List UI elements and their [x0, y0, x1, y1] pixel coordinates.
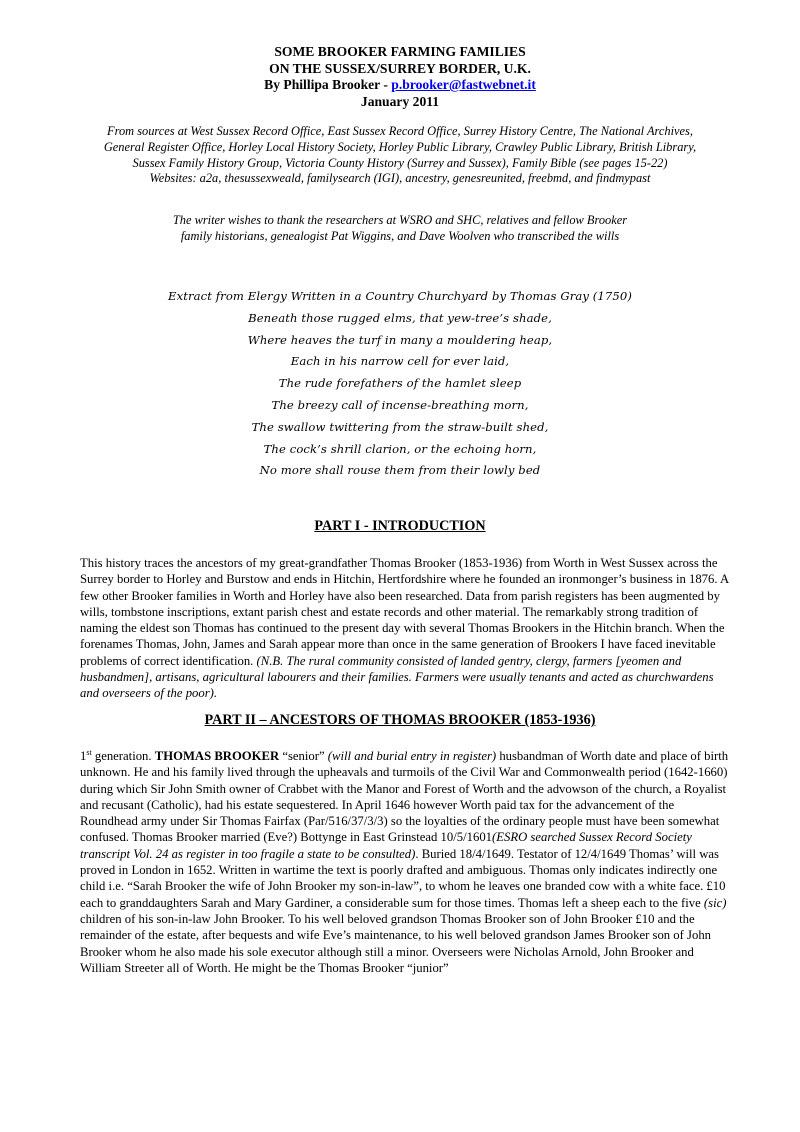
poem-line: The cock’s shrill clarion, or the echoing horn, — [263, 441, 537, 456]
sources-line-2: General Register Office, Horley Local History Society, Horley Public Library, Crawley Public Library, British Library, — [103, 139, 697, 154]
acknowledgements — [40, 213, 760, 245]
introduction-paragraph — [80, 555, 730, 702]
author-email-link[interactable]: p.brooker@fastwebnet.it — [391, 77, 536, 92]
document-date: January 2011 — [360, 93, 440, 109]
sic-note: (sic) — [703, 895, 727, 910]
sources-line-3: Sussex Family History Group, Victoria County History (Surrey and Sussex), Family Bible (see pages 15-22) — [132, 155, 668, 170]
thanks-line-1: The writer wishes to thank the researchers at WSRO and SHC, relatives and fellow Brooker — [172, 213, 628, 227]
will-note: (will and burial entry in register) — [327, 749, 497, 763]
generation-label: generation. — [91, 749, 155, 763]
sources-line-4: Websites: a2a, thesussexweald, familysearch (IGI), ancestry, genesreunited, freebmd, and findmypast — [149, 171, 651, 186]
sources-line-1: From sources at West Sussex Record Office, East Sussex Record Office, Surrey History Centre, The National Archives, — [107, 124, 693, 138]
intro-note: (N.B. The rural community consisted of landed gentry, clergy, farmers [yeomen and husbandmen], artisans, agricultural labourers and their families. Farmers were usually tenants and acted as churchwardens and overseers of the poor). — [80, 653, 714, 701]
poem-line: Each in his narrow cell for ever laid, — [290, 354, 510, 369]
title-line-2: ON THE SUSSEX/SURREY BORDER, U.K. — [269, 60, 531, 76]
intro-text: This history traces the ancestors of my great-grandfather Thomas Brooker (1853-1936) from Worth in West Sussex across the Surrey border to Horley and Burstow and ends in Hitchin, Hertfordshire where he founded an ironmonger’s business in 1876. A few other Brooker families in Worth and Horley have also been researched. Data from parish registers has been augmented by wills, tombstone inscriptions, extant parish chest and estate records and other material. The remarkably strong tradition of naming the eldest son Thomas has continued to the present day with several Thomas Brookers in the Hitchin branch. When the forenames Thomas, John, James and Sarah appear more than once in the same generation of Brookers I have faced inevitable problems of correct identification. — [80, 556, 729, 668]
gen1-text-c: children of his son-in-law John Brooker. To his well beloved grandson Thomas Brooker son of John Brooker £10 and the remainder of the estate, after bequests and wife Eve’s maintenance, to his well beloved grandson James Brooker son of John Brooker whom he also made his sole executor although still a minor. Overseers were Nicholas Arnold, John Brooker and William Streeter all of Worth. He might be the Thomas Brooker “junior” — [80, 911, 712, 975]
document-title-block — [0, 44, 800, 110]
poem-heading: Extract from Elergy Written in a Country Churchyard by Thomas Gray (1750) — [168, 289, 632, 303]
generation-ordinal: st — [86, 747, 92, 757]
poem-line: Where heaves the turf in many a mouldering heap, — [247, 332, 553, 347]
sources-paragraph — [40, 124, 760, 187]
thanks-line-2: family historians, genealogist Pat Wiggins, and Dave Woolven who transcribed the wills — [180, 228, 620, 243]
gen1-text-b: . Buried 18/4/1649. Testator of 12/4/1649 Thomas’ will was proved in London in 1652. Written in wartime the text is poorly drafted and ambiguous. Thomas only indicates indirectly one child i.e. “Sarah Brooker the wife of John Brooker my son-in-law”, to whom he leaves one branded cow with a white face. £10 each to granddaughters Sarah and Mary Gardiner, a considerable sum for those times. Thomas left a sheep each to the five — [80, 846, 726, 910]
poem-line: Beneath those rugged elms, that yew-tree’s shade, — [248, 310, 552, 325]
title-line-1: SOME BROOKER FARMING FAMILIES — [274, 44, 526, 59]
poem-line: No more shall rouse them from their lowly bed — [259, 463, 541, 478]
esro-note: (ESRO searched Sussex Record Society transcript Vol. 24 as register in too fragile a state to be consulted) — [80, 830, 692, 861]
poem-line: The rude forefathers of the hamlet sleep — [278, 376, 522, 391]
ancestor-name: THOMAS BROOKER — [154, 749, 280, 763]
poem-extract — [0, 286, 800, 482]
senior-label: “senior” — [279, 749, 328, 763]
gen1-text-a: husbandman of Worth date and place of birth unknown. He and his family lived through the upheavals and turmoils of the Civil War and Commonwealth period (1642-1660) during which Sir John Smith owner of Crabbet with the Manor and Forest of Worth and the advowson of the church, a Royalist and recusant (Catholic), had his estate sequestered. In April 1646 however Worth paid tax for the advancement of the Roundhead army under Sir Thomas Fairfax (Par/516/37/3/3) so the loyalties of the ordinary people must have been somewhat confused. Thomas Brooker married (Eve?) Bottynge in East Grinstead 10/5/1601 — [80, 749, 729, 845]
section-heading-part1: PART I - INTRODUCTION — [314, 518, 486, 534]
first-generation-paragraph — [80, 748, 730, 976]
poem-line: The breezy call of incense-breathing morn, — [271, 397, 529, 412]
section-heading-part2: PART II – ANCESTORS OF THOMAS BROOKER (1853-1936) — [204, 712, 596, 728]
poem-line: The swallow twittering from the straw-built shed, — [251, 419, 549, 434]
byline — [0, 77, 800, 94]
generation-number: 1 — [80, 749, 87, 763]
byline-author: By Phillipa Brooker - — [264, 77, 392, 92]
